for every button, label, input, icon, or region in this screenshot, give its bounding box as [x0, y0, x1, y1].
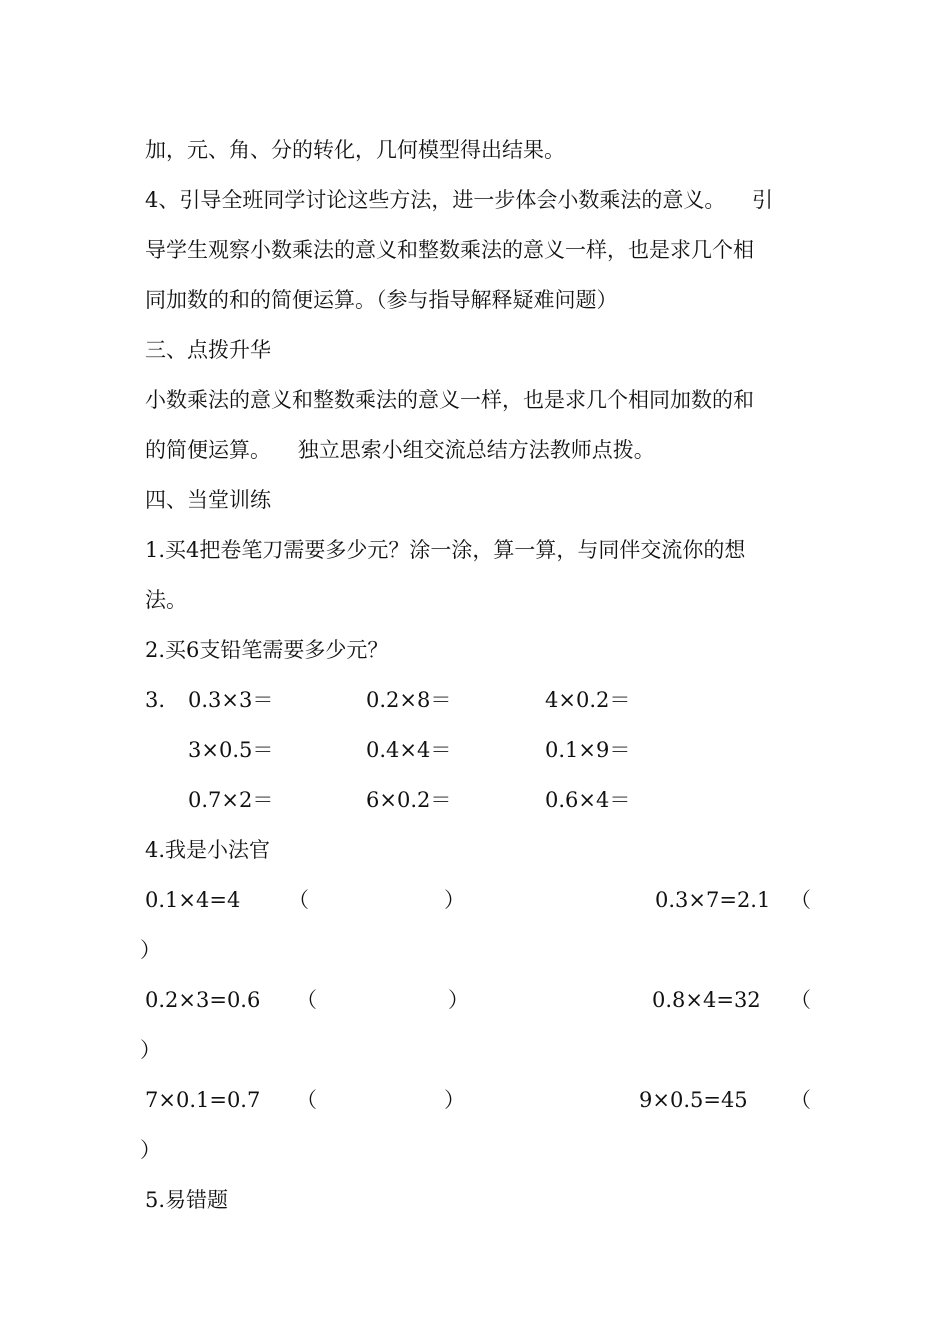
open-paren: （	[296, 988, 317, 1012]
paragraph-line-4: 同加数的和的简便运算。（参与指导解释疑难问题）	[145, 288, 618, 312]
exercise-2: 2.买6支铅笔需要多少元？	[145, 638, 389, 662]
calc-item: 0.3×3＝	[188, 688, 274, 712]
exercise-4-title: 4.我是小法官	[145, 838, 271, 862]
open-paren: （	[790, 988, 811, 1012]
judge-equation-left: 0.1×4=4	[145, 888, 241, 912]
calc-item: 3×0.5＝	[188, 738, 274, 762]
close-paren: ）	[448, 988, 469, 1012]
calc-item: 0.2×8＝	[366, 688, 452, 712]
open-paren: （	[296, 1088, 317, 1112]
exercise-5-title: 5.易错题	[145, 1188, 229, 1212]
exercise-3-number: 3.	[145, 688, 166, 712]
paragraph-line-6: 的简便运算。 独立思索小组交流总结方法教师点拨。	[145, 438, 655, 462]
open-paren: （	[288, 888, 309, 912]
calc-item: 0.7×2＝	[188, 788, 274, 812]
calc-item: 0.4×4＝	[366, 738, 452, 762]
judge-equation-right: 0.8×4=32	[652, 988, 761, 1012]
exercise-1-line-1: 1.买4把卷笔刀需要多少元？涂一涂，算一算，与同伴交流你的想	[145, 538, 746, 562]
judge-equation-left: 7×0.1=0.7	[145, 1088, 261, 1112]
close-paren: ）	[140, 938, 161, 962]
calc-item: 0.6×4＝	[545, 788, 631, 812]
paragraph-line-2: 4、引导全班同学讨论这些方法，进一步体会小数乘法的意义。 引	[145, 188, 774, 212]
section-heading-4: 四、当堂训练	[145, 488, 271, 512]
close-paren: ）	[444, 888, 465, 912]
paragraph-line-1: 加，元、角、分的转化，几何模型得出结果。	[145, 138, 565, 162]
calc-item: 6×0.2＝	[366, 788, 452, 812]
exercise-1-line-2: 法。	[145, 588, 187, 612]
close-paren: ）	[444, 1088, 465, 1112]
judge-equation-right: 9×0.5=45	[639, 1088, 748, 1112]
judge-equation-left: 0.2×3=0.6	[145, 988, 261, 1012]
judge-equation-right: 0.3×7=2.1	[655, 888, 771, 912]
calc-item: 0.1×9＝	[545, 738, 631, 762]
paragraph-line-5: 小数乘法的意义和整数乘法的意义一样，也是求几个相同加数的和	[145, 388, 754, 412]
close-paren: ）	[140, 1038, 161, 1062]
open-paren: （	[790, 888, 811, 912]
calc-item: 4×0.2＝	[545, 688, 631, 712]
section-heading-3: 三、点拨升华	[145, 338, 271, 362]
open-paren: （	[790, 1088, 811, 1112]
paragraph-line-3: 导学生观察小数乘法的意义和整数乘法的意义一样，也是求几个相	[145, 238, 754, 262]
close-paren: ）	[140, 1138, 161, 1162]
